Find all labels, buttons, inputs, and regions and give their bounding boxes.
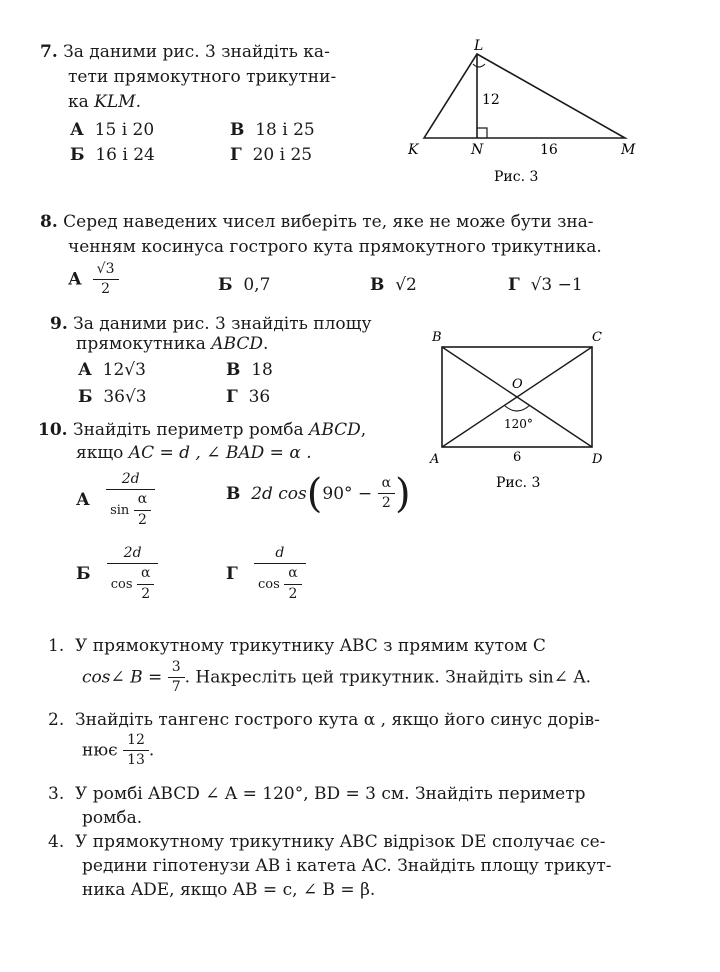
task-4-line3: ника ADE, якщо AB = c, ∠ B = β.	[82, 880, 376, 900]
figure-caption-1: Рис. 3	[494, 169, 539, 185]
q10-option-a[interactable]: А 2d sin $\frac{\alpha}{2}$	[76, 472, 155, 528]
task-2-line2: нює $\frac{12}{13}$ .	[82, 732, 155, 769]
q10-text: 10. Знайдіть периметр ромба ABCD,	[38, 420, 367, 440]
label-c: C	[592, 330, 602, 345]
q8-line2: ченням косинуса гострого кута прямокутного трикутника.	[68, 237, 602, 257]
label-n: N	[471, 142, 484, 158]
q9-shape-name: ABCD	[211, 334, 263, 354]
q7-number: 7.	[40, 42, 58, 62]
task-4: 4. У прямокутному трикутнику ABC відрізок DE сполучає се-	[48, 832, 606, 852]
task-1: 1. У прямокутному трикутнику ABC з прямим кутом C	[48, 636, 546, 656]
q8-option-b[interactable]: Б 0,7	[218, 275, 271, 295]
q7-triangle-name: KLM	[94, 92, 136, 112]
q7-line1: За даними рис. 3 знайдіть ка-	[63, 42, 330, 62]
q8-text	[40, 210, 594, 234]
q8-option-v[interactable]: В √2	[370, 275, 417, 295]
label-d: D	[592, 452, 603, 467]
task-4-line2: редини гіпотенузи AB і катета AC. Знайдіть площу трикут-	[82, 856, 612, 876]
label-angle: 120°	[504, 417, 533, 431]
q10-option-g[interactable]: Г d cos $\frac{\alpha}{2}$	[226, 546, 306, 602]
q10-number: 10.	[38, 420, 68, 440]
label-m: M	[621, 142, 636, 158]
label-height: 12	[482, 92, 500, 108]
q8-line1: Серед наведених чисел виберіть те, яке не може бути зна-	[63, 212, 594, 232]
label-side: 6	[513, 450, 522, 465]
label-segment: 16	[540, 142, 558, 158]
task-2: 2. Знайдіть тангенс гострого кута α , якщо його синус дорів-	[48, 710, 600, 730]
task-3: 3. У ромбі ABCD ∠ A = 120°, BD = 3 см. Знайдіть периметр	[48, 784, 586, 804]
label-o: O	[512, 377, 523, 392]
angle-l-mark	[473, 64, 485, 67]
figure-caption-2: Рис. 3	[496, 475, 541, 491]
q9-line2: прямокутника ABCD.	[76, 334, 269, 354]
q8-number: 8.	[40, 212, 58, 232]
rectangle-figure	[420, 325, 620, 500]
right-angle-mark	[477, 128, 487, 138]
q9-option-a[interactable]: А 12√3	[78, 360, 146, 380]
q7-text	[40, 40, 330, 64]
q10-line2: якщо AC = d , ∠ BAD = α .	[76, 443, 312, 463]
q7-line3: ка KLM.	[68, 92, 141, 112]
q10-option-v[interactable]: В 2d cos(90° − $\frac{\alpha}{2}$ )	[226, 470, 411, 517]
q7-option-g[interactable]: Г 20 і 25	[230, 145, 313, 165]
q10-shape-name: ABCD	[309, 420, 361, 440]
q10-option-b[interactable]: Б 2d cos $\frac{\alpha}{2}$	[76, 546, 158, 602]
q9-option-v[interactable]: В 18	[226, 360, 273, 380]
q7-line2: тети прямокутного трикутни-	[68, 67, 337, 87]
task-1-line2: cos∠ B = $\frac{3}{7}$ . Накресліть цей трикутник. Знайдіть sin∠ A.	[82, 659, 592, 696]
triangle-klm	[424, 54, 625, 138]
q9-line1: За даними рис. 3 знайдіть площу	[73, 314, 372, 334]
label-l: L	[474, 38, 484, 54]
task-3-line2: ромба.	[82, 808, 143, 828]
label-a: A	[430, 452, 440, 467]
q7-option-v[interactable]: В 18 і 25	[230, 120, 315, 140]
triangle-figure	[400, 36, 650, 196]
q9-option-b[interactable]: Б 36√3	[78, 387, 147, 407]
q7-option-a[interactable]: А 15 і 20	[70, 120, 155, 140]
label-k: K	[408, 142, 419, 158]
angle-arc	[504, 405, 530, 411]
q10-line1: Знайдіть периметр ромба	[72, 420, 304, 440]
q8-option-a[interactable]: А $\frac{√3}{2}$	[68, 262, 119, 298]
q7-line3-text: ка	[68, 92, 89, 112]
q8-option-g[interactable]: Г √3 −1	[508, 275, 583, 295]
label-b: B	[432, 330, 442, 345]
q7-option-b[interactable]: Б 16 і 24	[70, 145, 155, 165]
q9-option-g[interactable]: Г 36	[226, 387, 271, 407]
q9-number: 9.	[50, 314, 68, 334]
